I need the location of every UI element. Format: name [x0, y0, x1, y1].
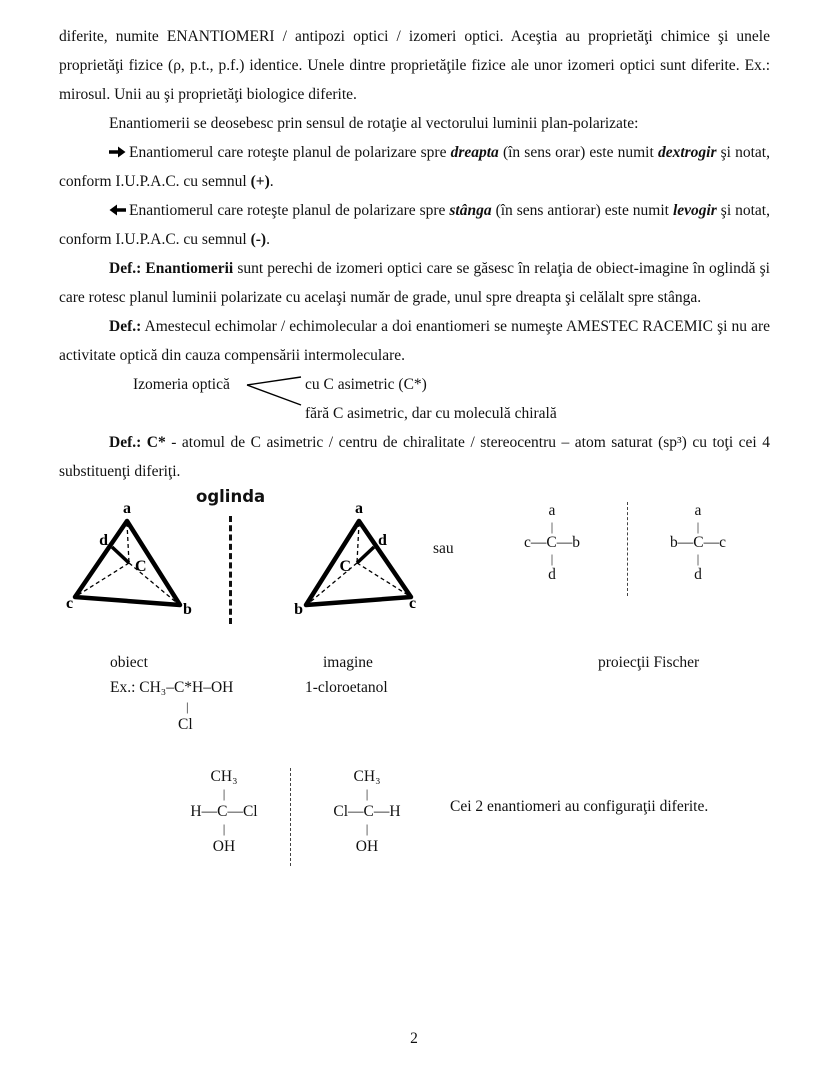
- text-run: - atomul de C asimetric / centru de chiralitate / stereocentru – atom saturat (sp³) cu toţi cei 4 substituenţi diferiţi.: [59, 434, 770, 480]
- bond-glyph: |: [222, 821, 226, 836]
- label-a: a: [355, 500, 363, 517]
- text-run: (în sens antiorar) este numit: [491, 202, 673, 219]
- text-run: Amestecul echimolar / echimolecular a doi enantiomeri se numeşte AMESTEC RACEMIC şi nu are activitate optică din cauza compensării intermoleculare.: [59, 318, 770, 364]
- fischer-projection-left: [514, 501, 590, 585]
- atom-label: H: [190, 803, 202, 820]
- label-c-center: C: [339, 558, 351, 575]
- tetrahedron-image: [287, 499, 422, 627]
- fischer-top: [325, 766, 409, 787]
- label-c-center: C: [135, 558, 147, 575]
- bond-glyph: —: [677, 534, 694, 551]
- left-arrow-icon: [109, 204, 126, 216]
- fischer-middle: [660, 533, 736, 553]
- optical-isomerism-branch: [59, 370, 770, 428]
- fischer-middle: [514, 533, 590, 553]
- right-arrow-icon: [109, 146, 126, 158]
- bond-glyph: —: [373, 803, 390, 820]
- bond-glyph: |: [696, 552, 700, 566]
- atom-label: C: [217, 803, 228, 820]
- atom-label: Cl: [242, 803, 258, 820]
- atom-label: CH₃: [353, 768, 381, 785]
- vertical-bond: [182, 822, 266, 836]
- emphasis-dreapta: dreapta: [450, 144, 499, 161]
- fischer-top: [514, 501, 590, 521]
- text-run: diferite, numite ENANTIOMERI / antipozi optici / izomeri optici. Aceştia au proprietăţi chimice şi unele proprietăţi fizice (ρ, p.t., p.f.) identice. Unele dintre proprietăţile fizice ale unor izomeri optici sunt diferite. Ex.: mirosul. Unii au şi proprietăţi biologice diferite.: [59, 28, 770, 103]
- bond-glyph: |: [696, 520, 700, 534]
- branch-connector-lines: [243, 372, 303, 412]
- text-run: Enantiomerul care roteşte planul de polarizare spre: [129, 144, 451, 161]
- bond-glyph: |: [365, 786, 369, 801]
- fischer-divider-line: [627, 502, 628, 596]
- branch-option-asymmetric-carbon: cu C asimetric (C*): [305, 376, 427, 393]
- atom-label: OH: [355, 838, 379, 855]
- bond-glyph: |: [550, 552, 554, 566]
- bond-glyph: —: [201, 803, 218, 820]
- sau-text: sau: [433, 540, 454, 557]
- vertical-bond: [660, 521, 736, 533]
- definition-stereocenter: [59, 428, 770, 486]
- atom-label: c: [524, 534, 531, 551]
- paragraph-intro: [59, 22, 770, 109]
- fischer-bottom: [660, 565, 736, 585]
- fischer-middle: [182, 801, 266, 822]
- enantiomer-configurations-figure: [59, 766, 770, 881]
- definition-lead: Def.:: [109, 318, 142, 335]
- bond-glyph: —: [227, 803, 243, 820]
- example-name: 1-cloroetanol: [305, 679, 388, 696]
- text-run: sunt perechi de izomeri optici care se găsesc în relaţia de obiect-imagine în oglindă şi care rotesc planul luminii polarizate cu acelaşi număr de grade, unul spre dreapta şi celălalt spre stânga.: [59, 260, 770, 306]
- enantiomer-figure: [59, 486, 770, 681]
- sign-minus: (-): [250, 231, 267, 248]
- vertical-bond: [514, 553, 590, 565]
- atom-label: H: [389, 803, 401, 820]
- bond-glyph: —: [556, 534, 573, 551]
- bond-glyph: |: [550, 520, 554, 534]
- label-b: b: [294, 601, 303, 618]
- paragraph-rotation: [59, 109, 770, 138]
- atom-label: OH: [212, 838, 236, 855]
- substituent-cl: Cl: [178, 716, 193, 733]
- vertical-bond: [514, 521, 590, 533]
- page-number: 2: [410, 1030, 418, 1047]
- atom-label: Cl: [333, 803, 349, 820]
- atom-label: b: [670, 534, 678, 551]
- fischer-top: [660, 501, 736, 521]
- label-d: d: [378, 532, 387, 549]
- label-c: c: [409, 595, 417, 612]
- bond-glyph: —: [348, 803, 364, 820]
- text-run: (în sens orar) este numit: [498, 144, 658, 161]
- vertical-bond: [660, 553, 736, 565]
- label-d: d: [99, 532, 108, 549]
- bond-glyph: —: [703, 534, 720, 551]
- text-run: şi notat, conform I.U.P.A.C. cu semnul: [59, 202, 770, 248]
- definition-lead: Def.: C*: [109, 434, 166, 451]
- label-b: b: [183, 601, 192, 618]
- fischer-chloroethanol-left: [182, 766, 266, 857]
- text-run: şi notat, conform I.U.P.A.C. cu semnul: [59, 144, 770, 190]
- mirror-dashed-line: [229, 516, 232, 624]
- text-run: .: [266, 231, 270, 248]
- fischer-top: [182, 766, 266, 787]
- emphasis-dextrogir: dextrogir: [657, 144, 717, 161]
- text-run: .: [269, 173, 274, 190]
- label-a: a: [123, 500, 131, 517]
- atom-label: a: [694, 502, 702, 519]
- bond-glyph: |: [222, 786, 226, 801]
- fischer-chloroethanol-right: [325, 766, 409, 857]
- vertical-bond: [182, 787, 266, 801]
- atom-label: d: [548, 566, 556, 583]
- emphasis-levogir: levogir: [672, 202, 717, 219]
- bond-glyph: |: [365, 821, 369, 836]
- vertical-bond: [325, 787, 409, 801]
- paragraph-dextrogir: [59, 138, 770, 196]
- definition-racemic: [59, 312, 770, 370]
- paragraph-levogir: [59, 196, 770, 254]
- atom-label: C: [363, 803, 374, 820]
- tetrahedron-object: [65, 499, 200, 627]
- atom-label: a: [548, 502, 556, 519]
- mirror-divider-line: [290, 768, 291, 866]
- configurations-caption: Cei 2 enantiomeri au configuraţii diferite.: [450, 798, 709, 815]
- atom-label: CH₃: [210, 768, 238, 785]
- mirror-label: oglinda: [196, 487, 266, 506]
- vertical-bond: |: [186, 700, 189, 714]
- atom-label: c: [719, 534, 726, 551]
- caption-image: imagine: [323, 654, 373, 671]
- caption-fischer: proiecţii Fischer: [598, 654, 700, 671]
- bond-glyph: —: [530, 534, 547, 551]
- fischer-bottom: [514, 565, 590, 585]
- atom-label: C: [546, 534, 557, 551]
- fischer-bottom: [325, 836, 409, 857]
- label-c: c: [66, 595, 74, 612]
- atom-label: C: [693, 534, 704, 551]
- branch-label: Izomeria optică: [133, 376, 230, 393]
- text-run: Enantiomerul care roteşte planul de polarizare spre: [129, 202, 450, 219]
- example-chloroethanol: [59, 681, 770, 766]
- caption-object: obiect: [110, 654, 148, 671]
- fischer-middle: [325, 801, 409, 822]
- sign-plus: (+): [250, 173, 270, 190]
- definition-enantiomers: [59, 254, 770, 312]
- branch-option-chiral-molecule: fără C asimetric, dar cu moleculă chirală: [305, 405, 557, 422]
- example-formula: Ex.: CH₃–C*H–OH: [110, 679, 234, 696]
- definition-lead: Def.: Enantiomerii: [109, 260, 234, 277]
- atom-label: d: [694, 566, 702, 583]
- text-run: Enantiomerii se deosebesc prin sensul de rotaţie al vectorului luminii plan-polarizate:: [109, 115, 639, 132]
- vertical-bond: [325, 822, 409, 836]
- atom-label: b: [572, 534, 580, 551]
- emphasis-stanga: stânga: [449, 202, 492, 219]
- fischer-bottom: [182, 836, 266, 857]
- fischer-projection-right: [660, 501, 736, 585]
